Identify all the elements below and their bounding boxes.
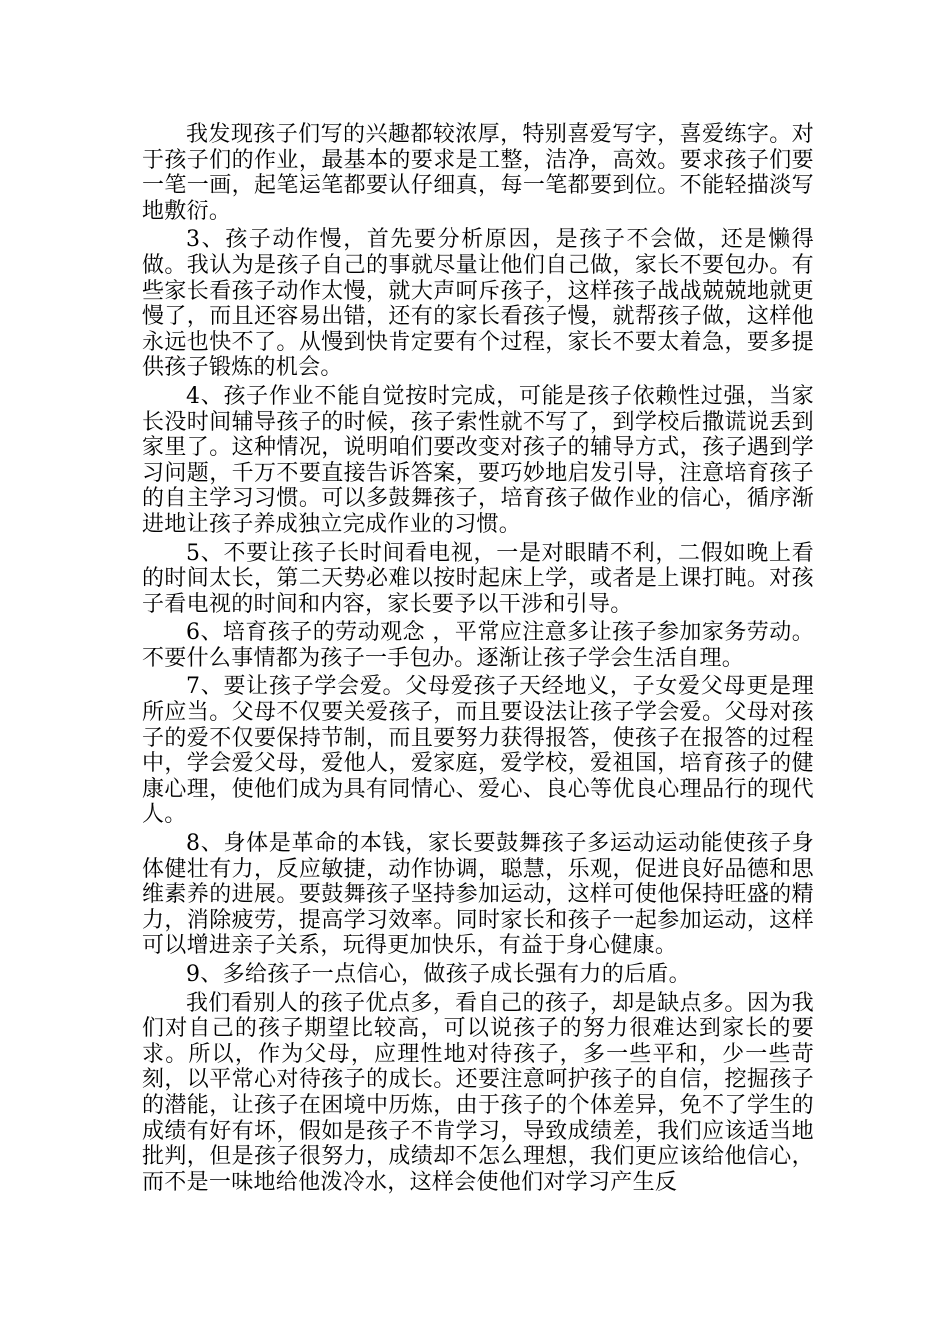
paragraph-point-7-love: 7、要让孩子学会爱。父母爱孩子天经地义，子女爱父母更是理所应当。父母不仅要关爱孩子，而且要设法让孩子学会爱。父母对孩子的爱不仅要保持节制，而且要努力获得报答，使孩子在报答的过程中，学会爱父母，爱他人，爱家庭，爱学校，爱祖国，培育孩子的健康心理，使他们成为具有同情心、爱心、良心等优良心理品行的现代人。 [142,674,814,828]
paragraph-point-4-homework-dependency: 4、孩子作业不能自觉按时完成，可能是孩子依赖性过强，当家长没时间辅导孩子的时候，孩子索性就不写了，到学校后撒谎说丢到家里了。这种情况，说明咱们要改变对孩子的辅导方式，孩子遇到学习问题，千万不要直接告诉答案，要巧妙地启发引导，注意培育孩子的自主学习习惯。可以多鼓舞孩子，培育孩子做作业的信心，循序渐进地让孩子养成独立完成作业的习惯。 [142,383,814,537]
paragraph-point-3-slow-actions: 3、孩子动作慢，首先要分析原因，是孩子不会做，还是懒得做。我认为是孩子自己的事就尽量让他们自己做，家长不要包办。有些家长看孩子动作太慢，就大声呵斥孩子，这样孩子战战兢兢地就更慢了，而且还容易出错，还有的家长看孩子慢，就帮孩子做，这样他永远也快不了。从慢到快肯定要有个过程，家长不要太着急，要多提供孩子锻炼的机会。 [142,227,814,381]
paragraph-point-5-television: 5、不要让孩子长时间看电视，一是对眼睛不利，二假如晚上看的时间太长，第二天势必难以按时起床上学，或者是上课打盹。对孩子看电视的时间和内容，家长要予以干涉和引导。 [142,540,814,617]
document-body [142,122,814,1198]
paragraph-handwriting-interest: 我发现孩子们写的兴趣都较浓厚，特别喜爱写字，喜爱练字。对于孩子们的作业，最基本的要求是工整，洁净，高效。要求孩子们要一笔一画，起笔运笔都要认仔细真，每一笔都要到位。不能轻描淡写地敷衍。 [142,122,814,224]
paragraph-point-9-confidence: 9、多给孩子一点信心，做孩子成长强有力的后盾。 [186,962,691,987]
paragraph-point-6-labor: 6、培育孩子的劳动观念 ，平常应注意多让孩子参加家务劳动。不要什么事情都为孩子一手包办。逐渐让孩子学会生活自理。 [142,620,814,671]
paragraph-expectations: 我们看别人的孩子优点多，看自己的孩子，却是缺点多。因为我们对自己的孩子期望比较高，可以说孩子的努力很难达到家长的要求。所以，作为父母，应理性地对待孩子，多一些平和，少一些苛刻，以平常心对待孩子的成长。还要注意呵护孩子的自信，挖掘孩子的潜能，让孩子在困境中历炼，由于孩子的个体差异，免不了学生的成绩有好有坏，假如是孩子不肯学习，导致成绩差，我们应该适当地批判，但是孩子很努力，成绩却不怎么理想，我们更应该给他信心，而不是一味地给他泼冷水，这样会使他们对学习产生反 [142,990,814,1195]
paragraph-point-8-exercise: 8、身体是革命的本钱，家长要鼓舞孩子多运动运动能使孩子身体健壮有力，反应敏捷，动作协调，聪慧，乐观，促进良好品德和思维素养的进展。要鼓舞孩子坚持参加运动，这样可使他保持旺盛的精力，消除疲劳，提高学习效率。同时家长和孩子一起参加运动，这样可以增进亲子关系，玩得更加快乐，有益于身心健康。 [142,831,814,959]
